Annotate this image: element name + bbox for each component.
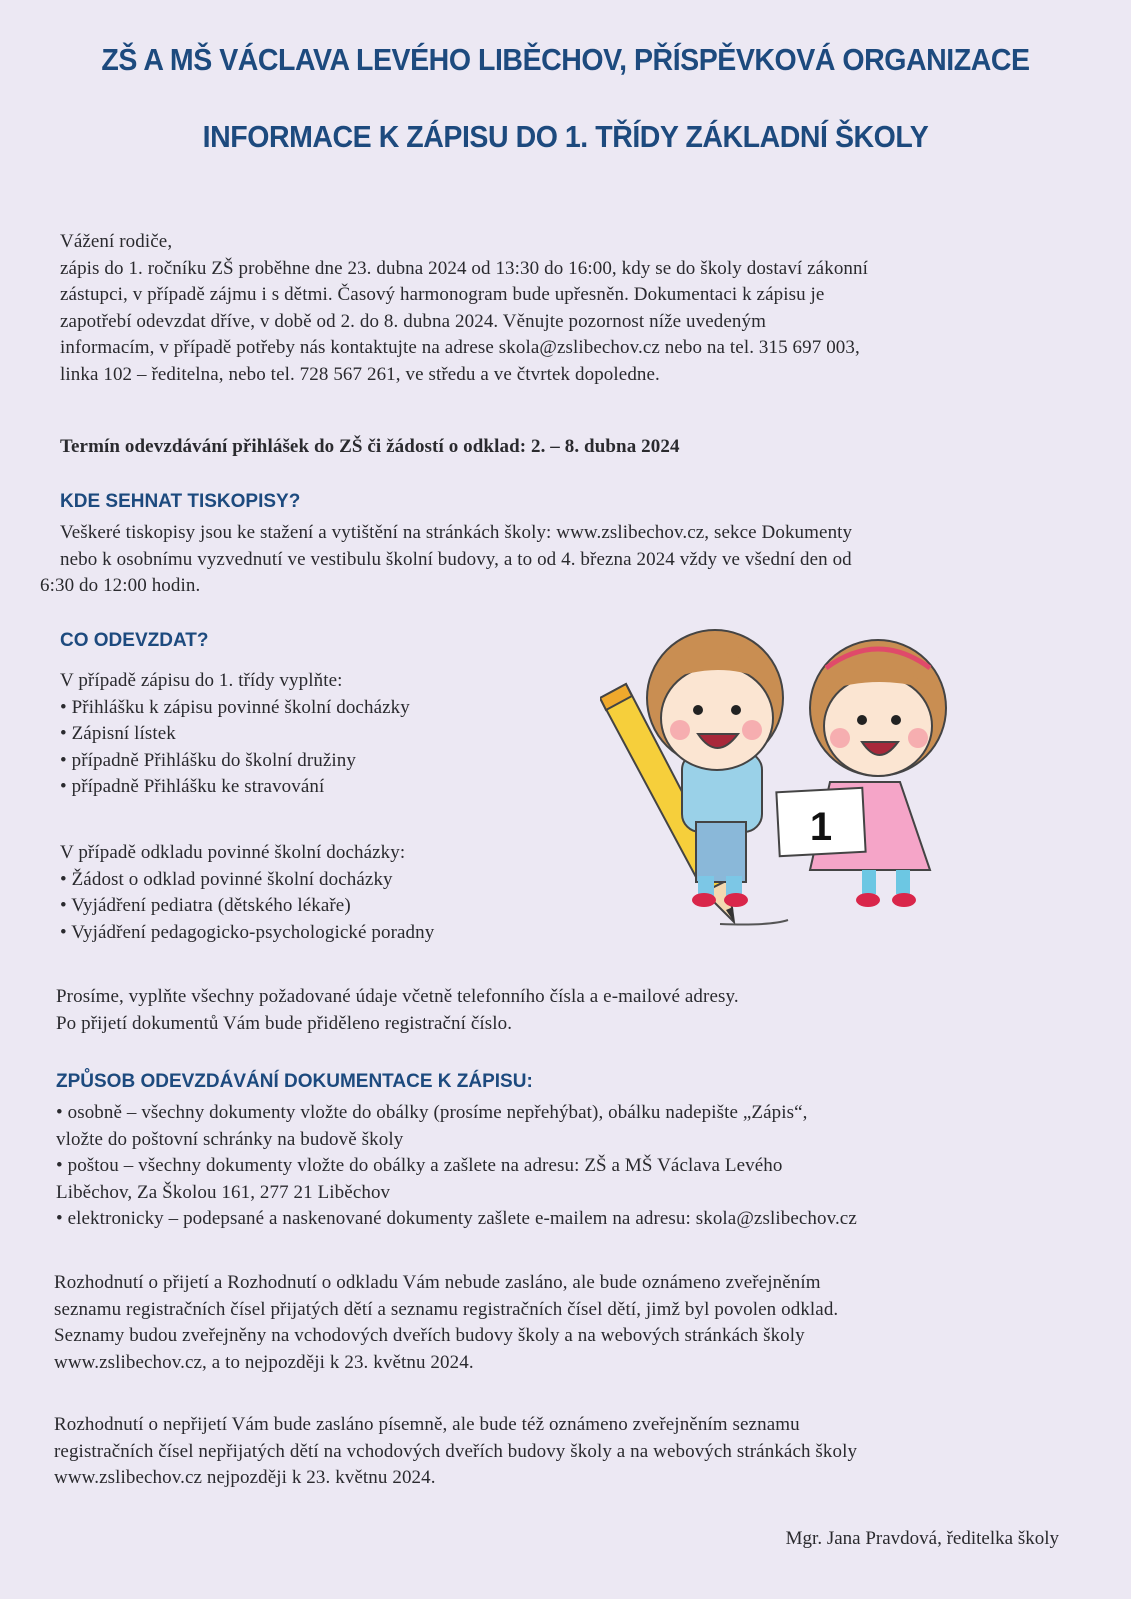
rejection-line: www.zslibechov.cz nejpozději k 23. květnu 2024. — [54, 1467, 436, 1488]
forms-line: Veškeré tiskopisy jsou ke stažení a vytištění na stránkách školy: www.zslibechov.cz, sekce Dokumenty — [60, 522, 853, 543]
card-number: 1 — [809, 805, 833, 849]
note-line: Prosíme, vyplňte všechny požadované údaje včetně telefonního čísla a e-mailové adresy. — [56, 986, 739, 1007]
intro-line: zástupci, v případě zájmu i s dětmi. Časový harmonogram bude upřesněn. Dokumentaci k zápisu je — [60, 284, 825, 305]
list-item: • Zápisní lístek — [60, 723, 176, 744]
girl-figure — [810, 640, 946, 907]
acceptance-line: Rozhodnutí o přijetí a Rozhodnutí o odkladu Vám nebude zasláno, ale bude oznámeno zveřejněním — [54, 1272, 821, 1293]
intro-paragraph — [60, 229, 868, 388]
deadline-notice — [60, 434, 680, 461]
delivery-line: • osobně – všechny dokumenty vložte do obálky (prosíme nepřehýbat), obálku nadepište „Zápis“, — [56, 1102, 808, 1123]
submit-heading: CO ODEVZDAT? — [60, 630, 209, 651]
signature: Mgr. Jana Pravdová, ředitelka školy — [785, 1528, 1059, 1549]
forms-line: nebo k osobnímu vyzvednutí ve vestibulu školní budovy, a to od 4. března 2024 vždy ve všední den od — [60, 548, 852, 570]
document-title: INFORMACE K ZÁPISU DO 1. TŘÍDY ZÁKLADNÍ ŠKOLY — [202, 119, 929, 154]
forms-paragraph — [40, 520, 852, 600]
forms-line: 6:30 do 12:00 hodin. — [40, 575, 201, 596]
forms-heading: KDE SEHNAT TISKOPISY? — [60, 491, 301, 512]
acceptance-line: seznamu registračních čísel přijatých dětí a seznamu registračních čísel dětí, jimž byl povolen odklad. — [54, 1298, 839, 1320]
list-item: • Vyjádření pedagogicko-psychologické poradny — [60, 921, 435, 943]
intro-line: zapotřebí odevzdat dříve, v době od 2. do 8. dubna 2024. Věnujte pozornost níže uvedeným — [60, 310, 766, 332]
delivery-heading: ZPŮSOB ODEVZDÁVÁNÍ DOKUMENTACE K ZÁPISU: — [56, 1071, 533, 1092]
rejection-paragraph — [54, 1412, 857, 1492]
salutation: Vážení rodiče, — [60, 231, 173, 252]
intro-line: linka 102 – ředitelna, nebo tel. 728 567 261, ve středu a ve čtvrtek dopoledne. — [60, 363, 660, 385]
list-item: • případně Přihlášku ke stravování — [60, 776, 325, 797]
delivery-line: vložte do poštovní schránky na budově školy — [56, 1128, 404, 1150]
defer-intro: V případě odkladu povinné školní docházky: — [60, 842, 406, 863]
delivery-line: • elektronicky – podepsané a naskenované dokumenty zašlete e-mailem na adresu: skola@zslibechov.cz — [56, 1208, 857, 1229]
intro-line: informacím, v případě potřeby nás kontaktujte na adrese skola@zslibechov.cz nebo na tel. 315 697 003, — [60, 337, 860, 358]
rejection-line: Rozhodnutí o nepřijetí Vám bude zasláno písemně, ale bude též oznámeno zveřejněním seznamu — [54, 1414, 800, 1435]
delivery-line: Liběchov, Za Školou 161, 277 21 Liběchov — [56, 1181, 391, 1203]
defer-list — [60, 840, 434, 946]
delivery-paragraph — [56, 1100, 857, 1233]
rejection-line: registračních čísel nepřijatých dětí na vchodových dveřích budovy školy a na webových stránkách školy — [54, 1440, 858, 1462]
school-name-title: ZŠ A MŠ VÁCLAVA LEVÉHO LIBĚCHOV, PŘÍSPĚVKOVÁ ORGANIZACE — [101, 42, 1030, 77]
acceptance-line: www.zslibechov.cz, a to nejpozději k 23. květnu 2024. — [54, 1351, 474, 1373]
intro-line: zápis do 1. ročníku ZŠ proběhne dne 23. dubna 2024 od 13:30 do 16:00, kdy se do školy dostaví zákonní — [60, 257, 868, 279]
enrol-list — [60, 668, 410, 801]
fill-note — [56, 984, 739, 1037]
acceptance-line: Seznamy budou zveřejněny na vchodových dveřích budovy školy a na webových stránkách školy — [54, 1325, 805, 1346]
note-line: Po přijetí dokumentů Vám bude přiděleno registrační číslo. — [56, 1012, 513, 1034]
list-item: • Přihlášku k zápisu povinné školní docházky — [60, 696, 410, 718]
number-card — [776, 788, 865, 856]
deadline-text: Termín odevzdávání přihlášek do ZŠ či žádostí o odklad: 2. – 8. dubna 2024 — [60, 436, 680, 457]
list-item: • případně Přihlášku do školní družiny — [60, 749, 356, 771]
enrol-intro: V případě zápisu do 1. třídy vyplňte: — [60, 670, 343, 691]
list-item: • Vyjádření pediatra (dětského lékaře) — [60, 895, 351, 916]
children-illustration — [600, 622, 980, 942]
acceptance-paragraph — [54, 1270, 838, 1376]
list-item: • Žádost o odklad povinné školní docházky — [60, 868, 393, 890]
delivery-line: • poštou – všechny dokumenty vložte do obálky a zašlete na adresu: ZŠ a MŠ Václava Levého — [56, 1155, 783, 1176]
